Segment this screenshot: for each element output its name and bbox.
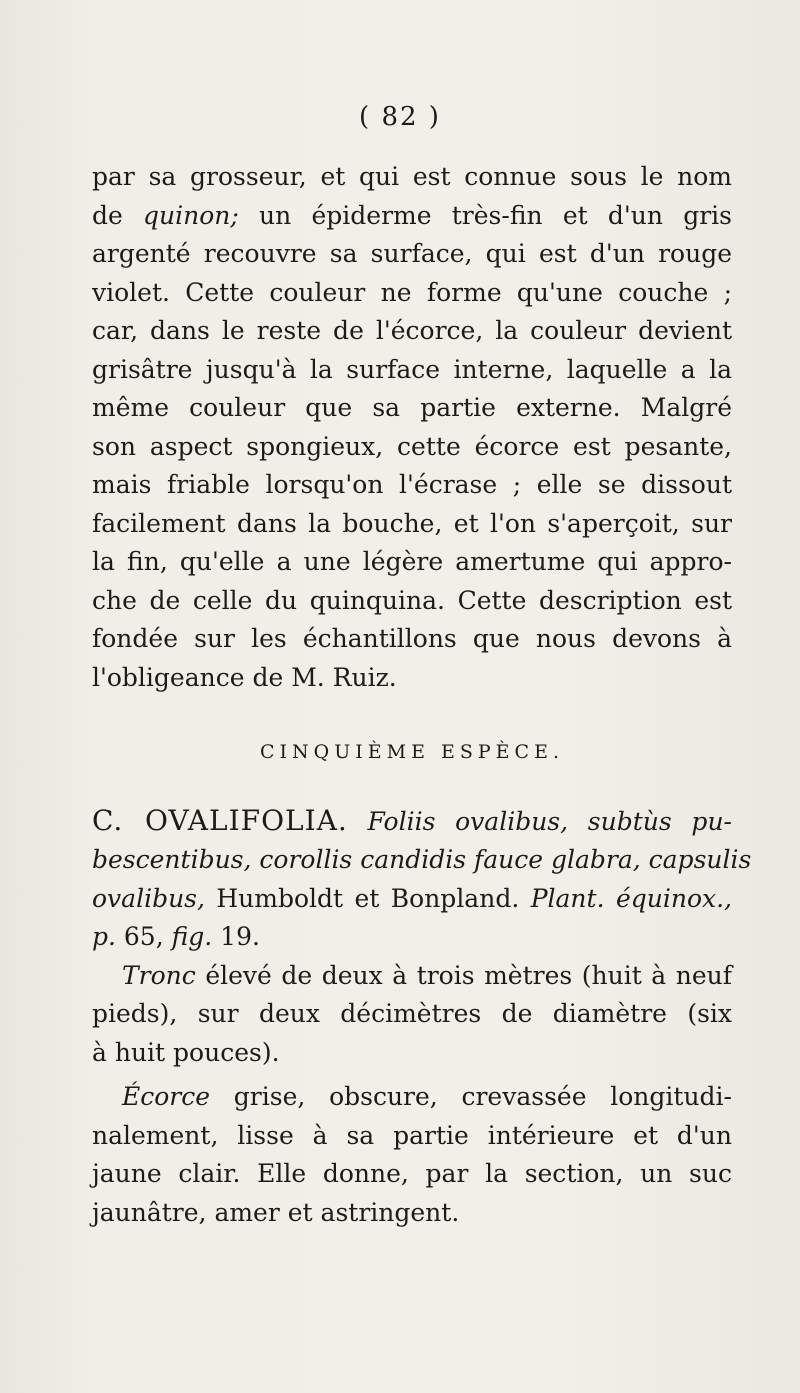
ref-fig-number: 19.: [212, 922, 260, 951]
tronc-line: à huit pouces).: [92, 1037, 280, 1067]
ecorce-line: jaunâtre, amer et astringent.: [92, 1197, 460, 1227]
text-line: la fin, qu'elle a une légère amertume qui appro-: [92, 547, 732, 576]
species-name: C. OVALIFOLIA.: [92, 803, 348, 837]
text-line: violet. Cette couleur ne forme qu'une couche ;: [92, 277, 732, 307]
text-line: son aspect spongieux, cette écorce est pesante,: [92, 431, 732, 461]
text-fragment: un épiderme très-fin et d'un gris: [238, 200, 732, 230]
text-line: mais friable lorsqu'on l'écrase ; elle se dissout: [92, 470, 732, 499]
page-number: ( 82 ): [359, 102, 441, 132]
tronc-line: [92, 957, 732, 996]
species-line: [92, 802, 732, 842]
species-description: ovalibus,: [92, 883, 205, 913]
tronc-term: Tronc: [122, 960, 196, 990]
ecorce-line: nalement, lisse à sa partie intérieure et d'un: [92, 1120, 732, 1150]
tronc-line: pieds), sur deux décimètres de diamètre (six: [92, 999, 732, 1028]
text-line: [92, 197, 732, 236]
species-reference: Plant. équinox.,: [530, 883, 732, 913]
text-line: l'obligeance de M. Ruiz.: [92, 662, 397, 692]
species-line: [92, 841, 752, 880]
ecorce-term: Écorce: [122, 1082, 211, 1111]
section-heading: CINQUIÈME ESPÈCE.: [260, 741, 564, 763]
text-line: par sa grosseur, et qui est connue sous le nom: [92, 162, 732, 191]
text-fragment: grise, obscure, crevassée longitudi-: [210, 1082, 732, 1111]
text-line: che de celle du quinquina. Cette description est: [92, 585, 732, 615]
ecorce-line: jaune clair. Elle donne, par la section, un suc: [92, 1159, 732, 1188]
text-line: car, dans le reste de l'écorce, la couleur devient: [92, 316, 732, 345]
ref-fig-abbrev: fig.: [171, 922, 213, 951]
species-description: Foliis ovalibus, subtùs pu-: [347, 806, 732, 836]
page-text: [92, 158, 752, 1232]
text-fragment: de: [92, 200, 144, 230]
text-line: argenté recouvre sa surface, qui est d'un rouge: [92, 239, 732, 268]
text-line: même couleur que sa partie externe. Malgré: [92, 393, 732, 422]
text-line: facilement dans la bouche, et l'on s'aperçoit, sur: [92, 508, 732, 538]
ecorce-line: [92, 1078, 732, 1117]
species-line: [92, 918, 732, 957]
italic-term: quinon;: [143, 200, 239, 230]
species-description: bescentibus, corollis candidis fauce glabra, capsulis: [92, 845, 752, 874]
species-authors: Humboldt et Bonpland.: [204, 883, 531, 913]
text-fragment: élevé de deux à trois mètres (huit à neuf: [195, 960, 732, 990]
species-line: [92, 880, 732, 919]
text-line: fondée sur les échantillons que nous devons à: [92, 624, 732, 653]
ref-page-number: 65,: [115, 922, 172, 951]
ref-page-abbrev: p.: [92, 922, 116, 951]
text-line: grisâtre jusqu'à la surface interne, laquelle a la: [92, 354, 732, 384]
